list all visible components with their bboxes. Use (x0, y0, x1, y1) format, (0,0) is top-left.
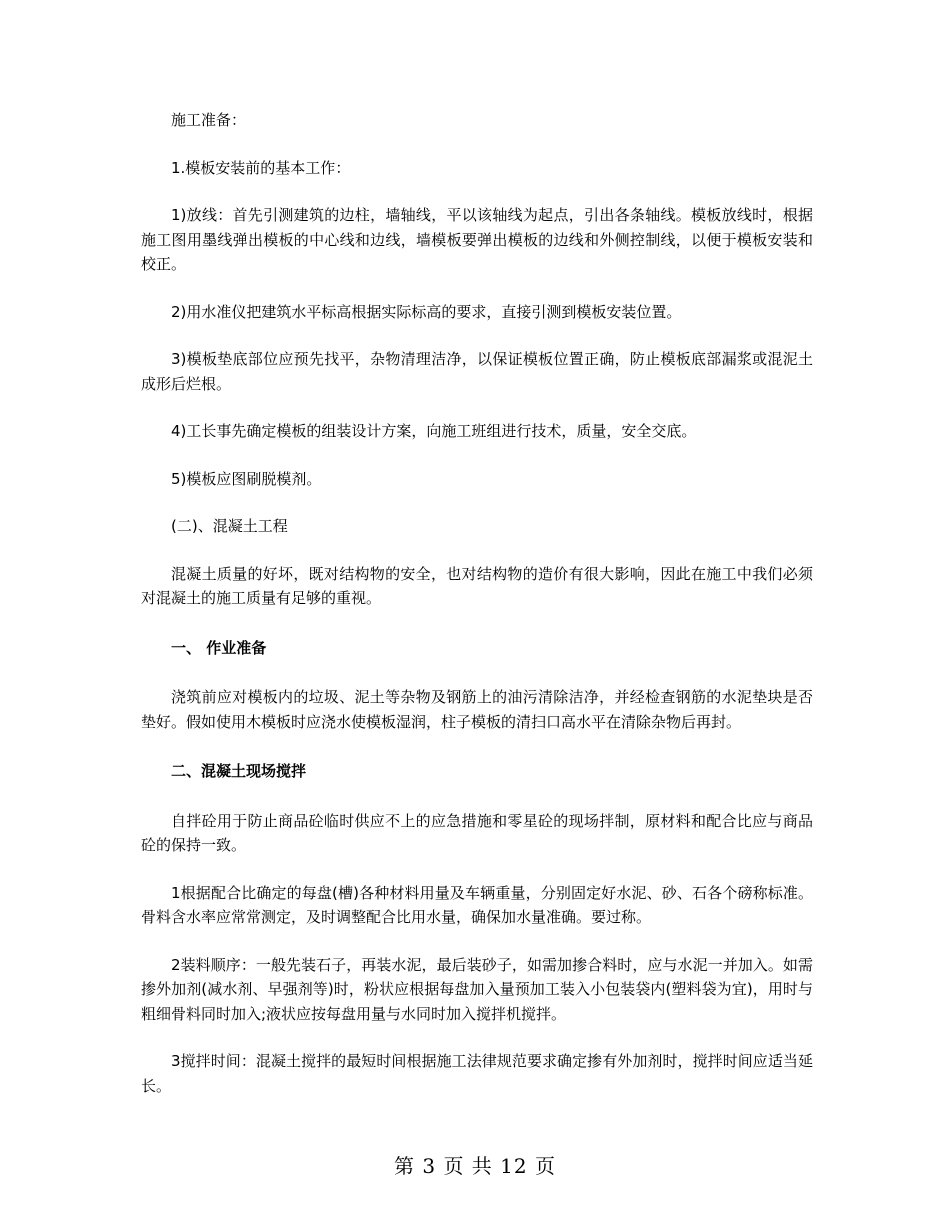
paragraph-formwork-basic-work: 1.模板安装前的基本工作： (171, 158, 351, 177)
heading-work-preparation: 一、 作业准备 (171, 638, 267, 657)
document-body (141, 108, 813, 1121)
paragraph-step-4-briefing: 4)工长事先确定模板的组装设计方案，向施工班组进行技术，质量，安全交底。 (171, 422, 697, 440)
paragraph-construction-prep: 施工准备： (171, 111, 247, 129)
paragraph-step-5-release-agent: 5)模板应图刷脱模剂。 (171, 469, 322, 488)
section-heading-concrete: (二)、混凝土工程 (171, 517, 288, 535)
paragraph-step-1-layout: 1)放线：首先引测建筑的边柱，墙轴线，平以该轴线为起点，引出各条轴线。模板放线时，根据施工图用墨线弹出模板的中心线和边线，墙模板要弹出模板的边线和外侧控制线，以便于模板安装和校正。 (141, 206, 813, 273)
heading-onsite-mixing: 二、混凝土现场搅拌 (171, 762, 307, 780)
paragraph-concrete-quality: 混凝土质量的好坏，既对结构物的安全，也对结构物的造价有很大影响，因此在施工中我们必须对混凝土的施工质量有足够的重视。 (141, 564, 813, 607)
paragraph-mix-2-loading: 2装料顺序：一般先装石子，再装水泥，最后装砂子，如需加掺合料时，应与水泥一并加入。如需掺外加剂(减水剂、早强剂等)时，粉状应根据每盘加入量预加工装入小包装袋内(塑料袋为宜)，用时与粗细骨料同时加入;液状应按每盘用量与水同时加入搅拌机搅拌。 (141, 955, 813, 1023)
paragraph-mix-1-weighing: 1根据配合比确定的每盘(槽)各种材料用量及车辆重量，分别固定好水泥、砂、石各个磅称标准。骨料含水率应常常测定，及时调整配合比用水量，确保加水量准确。要过称。 (141, 883, 813, 926)
paragraph-mix-3-time: 3搅拌时间：混凝土搅拌的最短时间根据施工法律规范要求确定掺有外加剂时，搅拌时间应适当延长。 (141, 1052, 813, 1095)
paragraph-step-3-base: 3)模板垫底部位应预先找平，杂物清理洁净，以保证模板位置正确，防止模板底部漏浆或混泥土成形后烂根。 (141, 350, 813, 393)
paragraph-pre-pouring: 浇筑前应对模板内的垃圾、泥土等杂物及钢筋上的油污清除洁净，并经检查钢筋的水泥垫块是否垫好。假如使用木模板时应浇水使模板湿润，柱子模板的清扫口高水平在清除杂物后再封。 (141, 688, 813, 731)
paragraph-step-2-level: 2)用水准仪把建筑水平标高根据实际标高的要求，直接引测到模板安装位置。 (171, 302, 682, 321)
paragraph-self-mixing: 自拌砼用于防止商品砼临时供应不上的应急措施和零星砼的现场拌制，原材料和配合比应与商品砼的保持一致。 (141, 811, 813, 854)
page-number-footer: 第 3 页 共 12 页 (394, 1154, 556, 1178)
